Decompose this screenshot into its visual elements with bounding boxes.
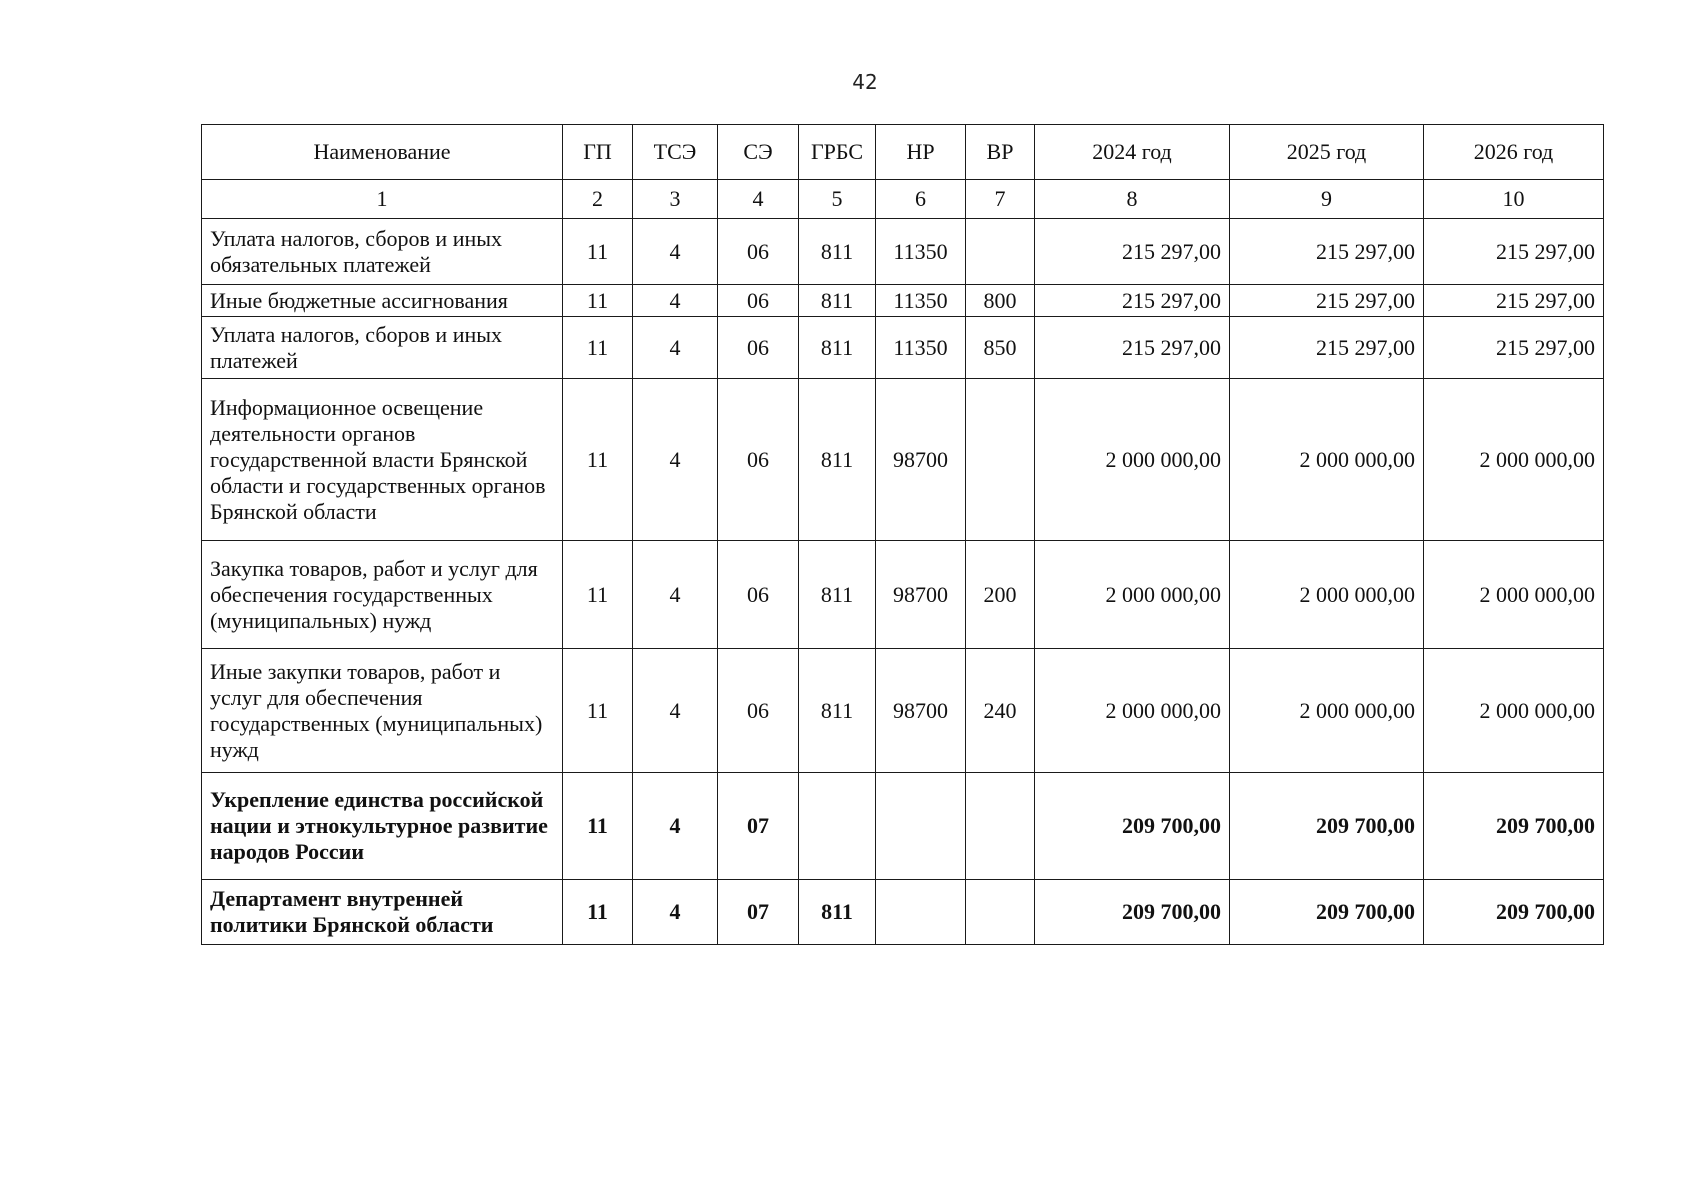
row-grbs-cell: 811 (799, 880, 876, 945)
row-vr-cell (966, 219, 1035, 285)
row-amount-2026: 209 700,00 (1424, 880, 1604, 945)
row-tse-cell: 4 (633, 379, 718, 541)
header-gp: ГП (563, 125, 633, 180)
row-vr-cell (966, 880, 1035, 945)
column-number: 7 (966, 180, 1035, 219)
row-amount-2024: 209 700,00 (1035, 880, 1230, 945)
row-grbs-cell: 811 (799, 541, 876, 649)
column-number-row (202, 180, 1604, 219)
row-name-cell: Уплата налогов, сборов и иных обязательных платежей (202, 219, 563, 285)
table-row (202, 285, 1604, 317)
page-number: 42 (852, 70, 878, 94)
row-grbs-cell: 811 (799, 219, 876, 285)
header-2026: 2026 год (1424, 125, 1604, 180)
header-se: СЭ (718, 125, 799, 180)
row-nr-cell (876, 880, 966, 945)
row-amount-2024: 2 000 000,00 (1035, 379, 1230, 541)
row-se-cell: 06 (718, 285, 799, 317)
row-name-cell: Департамент внутренней политики Брянской области (202, 880, 563, 945)
column-number: 8 (1035, 180, 1230, 219)
row-nr-cell: 98700 (876, 541, 966, 649)
row-amount-2026: 2 000 000,00 (1424, 541, 1604, 649)
table-row (202, 317, 1604, 379)
column-number: 4 (718, 180, 799, 219)
row-nr-cell: 98700 (876, 379, 966, 541)
column-number: 9 (1230, 180, 1424, 219)
header-grbs: ГРБС (799, 125, 876, 180)
row-gp-cell: 11 (563, 317, 633, 379)
row-nr-cell: 11350 (876, 219, 966, 285)
row-se-cell: 06 (718, 317, 799, 379)
row-vr-cell: 850 (966, 317, 1035, 379)
row-vr-cell (966, 773, 1035, 880)
row-nr-cell: 11350 (876, 317, 966, 379)
row-amount-2026: 2 000 000,00 (1424, 649, 1604, 773)
table-row (202, 773, 1604, 880)
row-tse-cell: 4 (633, 649, 718, 773)
row-amount-2025: 2 000 000,00 (1230, 379, 1424, 541)
header-name: Наименование (202, 125, 563, 180)
header-row (202, 125, 1604, 180)
row-amount-2025: 2 000 000,00 (1230, 541, 1424, 649)
table-row (202, 541, 1604, 649)
row-name-cell: Закупка товаров, работ и услуг для обеспечения государственных (муниципальных) нужд (202, 541, 563, 649)
row-gp-cell: 11 (563, 379, 633, 541)
table-row (202, 880, 1604, 945)
row-amount-2026: 209 700,00 (1424, 773, 1604, 880)
header-nr: НР (876, 125, 966, 180)
row-tse-cell: 4 (633, 880, 718, 945)
row-grbs-cell: 811 (799, 379, 876, 541)
row-nr-cell: 11350 (876, 285, 966, 317)
row-gp-cell: 11 (563, 649, 633, 773)
column-number: 6 (876, 180, 966, 219)
row-amount-2026: 215 297,00 (1424, 317, 1604, 379)
row-amount-2024: 215 297,00 (1035, 317, 1230, 379)
column-number: 1 (202, 180, 563, 219)
row-amount-2026: 2 000 000,00 (1424, 379, 1604, 541)
row-se-cell: 06 (718, 379, 799, 541)
row-gp-cell: 11 (563, 285, 633, 317)
row-grbs-cell: 811 (799, 317, 876, 379)
row-gp-cell: 11 (563, 880, 633, 945)
column-number: 10 (1424, 180, 1604, 219)
row-amount-2024: 209 700,00 (1035, 773, 1230, 880)
row-tse-cell: 4 (633, 773, 718, 880)
table-row (202, 219, 1604, 285)
row-name-cell: Иные бюджетные ассигнования (202, 285, 563, 317)
row-se-cell: 06 (718, 541, 799, 649)
row-grbs-cell (799, 773, 876, 880)
column-number: 5 (799, 180, 876, 219)
row-gp-cell: 11 (563, 219, 633, 285)
row-gp-cell: 11 (563, 773, 633, 880)
row-name-cell: Уплата налогов, сборов и иных платежей (202, 317, 563, 379)
row-name-cell: Иные закупки товаров, работ и услуг для обеспечения государственных (муниципальных) нужд (202, 649, 563, 773)
row-amount-2025: 215 297,00 (1230, 285, 1424, 317)
row-nr-cell: 98700 (876, 649, 966, 773)
row-name-cell: Укрепление единства российской нации и этнокультурное развитие народов России (202, 773, 563, 880)
column-number: 2 (563, 180, 633, 219)
row-vr-cell: 200 (966, 541, 1035, 649)
row-nr-cell (876, 773, 966, 880)
row-name-cell: Информационное освещение деятельности органов государственной власти Брянской области и государственных органов Брянской области (202, 379, 563, 541)
budget-table (201, 124, 1604, 945)
row-amount-2024: 2 000 000,00 (1035, 541, 1230, 649)
row-amount-2025: 215 297,00 (1230, 317, 1424, 379)
row-vr-cell: 800 (966, 285, 1035, 317)
row-amount-2026: 215 297,00 (1424, 285, 1604, 317)
table-row (202, 379, 1604, 541)
row-tse-cell: 4 (633, 317, 718, 379)
row-amount-2025: 209 700,00 (1230, 880, 1424, 945)
row-vr-cell (966, 379, 1035, 541)
row-amount-2024: 215 297,00 (1035, 219, 1230, 285)
row-amount-2025: 209 700,00 (1230, 773, 1424, 880)
row-tse-cell: 4 (633, 541, 718, 649)
row-amount-2024: 2 000 000,00 (1035, 649, 1230, 773)
row-gp-cell: 11 (563, 541, 633, 649)
header-tse: ТСЭ (633, 125, 718, 180)
row-se-cell: 06 (718, 649, 799, 773)
column-number: 3 (633, 180, 718, 219)
row-se-cell: 06 (718, 219, 799, 285)
table-row (202, 649, 1604, 773)
row-vr-cell: 240 (966, 649, 1035, 773)
header-vr: ВР (966, 125, 1035, 180)
header-2024: 2024 год (1035, 125, 1230, 180)
row-tse-cell: 4 (633, 219, 718, 285)
row-amount-2026: 215 297,00 (1424, 219, 1604, 285)
row-se-cell: 07 (718, 880, 799, 945)
row-grbs-cell: 811 (799, 649, 876, 773)
row-grbs-cell: 811 (799, 285, 876, 317)
row-amount-2024: 215 297,00 (1035, 285, 1230, 317)
row-amount-2025: 215 297,00 (1230, 219, 1424, 285)
header-2025: 2025 год (1230, 125, 1424, 180)
row-se-cell: 07 (718, 773, 799, 880)
row-amount-2025: 2 000 000,00 (1230, 649, 1424, 773)
row-tse-cell: 4 (633, 285, 718, 317)
